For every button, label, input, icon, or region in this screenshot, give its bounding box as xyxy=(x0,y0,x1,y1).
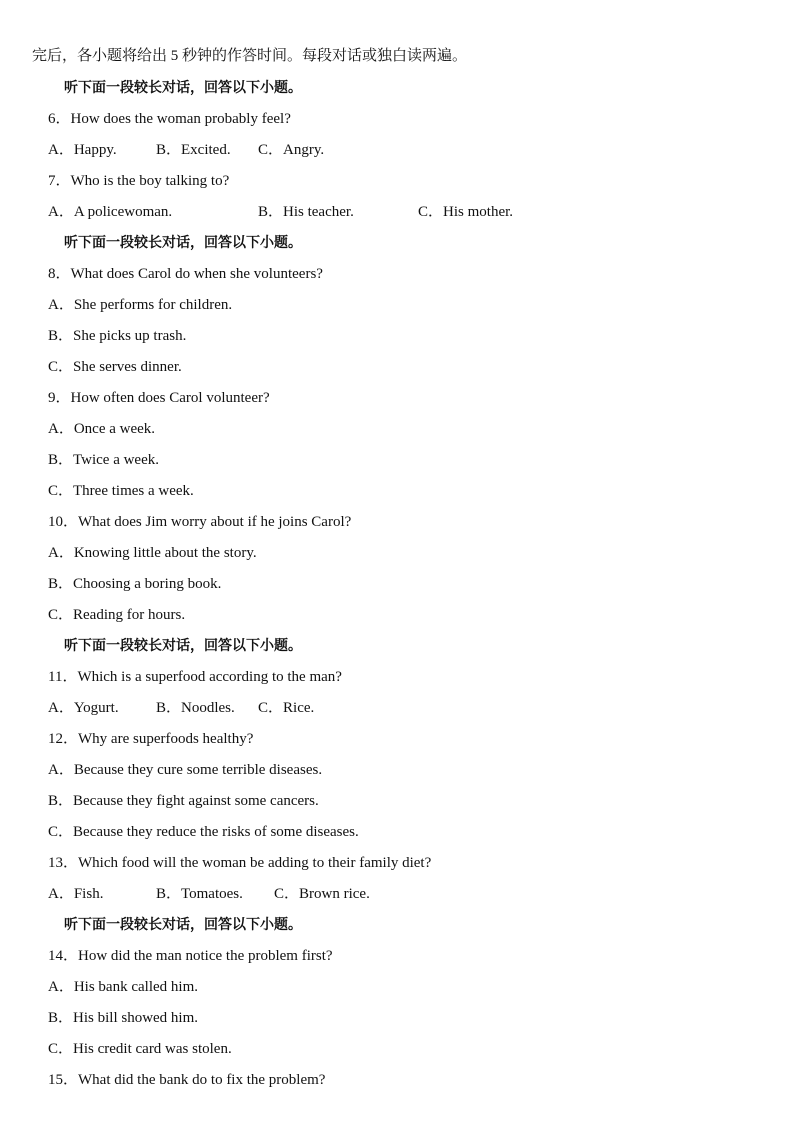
question-text: How does the woman probably feel? xyxy=(70,111,291,127)
question-number: 7． xyxy=(48,173,71,189)
question-13 xyxy=(48,853,431,873)
option-a: A．A policewoman. xyxy=(48,204,173,220)
question-7-options xyxy=(48,202,513,222)
question-number: 6． xyxy=(48,111,71,127)
question-number: 9． xyxy=(48,390,71,406)
question-text: Which is a superfood according to the man? xyxy=(77,669,342,685)
question-number: 13． xyxy=(48,855,79,871)
question-8 xyxy=(48,264,323,284)
question-text: What did the bank do to fix the problem? xyxy=(78,1072,326,1088)
section-heading: 听下面一段较长对话，回答以下小题。 xyxy=(64,80,302,96)
question-text: Which food will the woman be adding to their family diet? xyxy=(78,855,432,871)
option-c: C．Reading for hours. xyxy=(48,607,186,623)
question-11 xyxy=(48,667,342,687)
option-c: C．Because they reduce the risks of some diseases. xyxy=(48,824,359,840)
option-c: C．His mother. xyxy=(418,204,514,220)
instructions-text: 完后，各小题将给出 5 秒钟的作答时间。每段对话或独白读两遍。 xyxy=(32,48,468,64)
question-6-options xyxy=(48,140,324,160)
option-a: A．Because they cure some terrible diseases. xyxy=(48,762,323,778)
option-a: A．Once a week. xyxy=(48,421,156,437)
question-number: 15． xyxy=(48,1072,79,1088)
question-text: Why are superfoods healthy? xyxy=(78,731,254,747)
question-9 xyxy=(48,388,270,408)
question-10 xyxy=(48,512,351,532)
option-a: A．Yogurt. xyxy=(48,700,119,716)
question-number: 10． xyxy=(48,514,79,530)
question-text: How often does Carol volunteer? xyxy=(70,390,270,406)
section-heading: 听下面一段较长对话，回答以下小题。 xyxy=(64,917,302,933)
option-b: B．Because they fight against some cancers. xyxy=(48,793,319,809)
section-heading: 听下面一段较长对话，回答以下小题。 xyxy=(64,235,302,251)
option-a: A．She performs for children. xyxy=(48,297,233,313)
question-14 xyxy=(48,946,333,966)
question-text: Who is the boy talking to? xyxy=(70,173,230,189)
option-a: A．His bank called him. xyxy=(48,979,198,995)
option-b: B．Choosing a boring book. xyxy=(48,576,222,592)
question-number: 12． xyxy=(48,731,79,747)
option-a: A．Knowing little about the story. xyxy=(48,545,257,561)
question-11-options xyxy=(48,698,314,718)
option-c: C．Angry. xyxy=(258,142,325,158)
option-b: B．She picks up trash. xyxy=(48,328,187,344)
option-c: C．Rice. xyxy=(258,700,315,716)
option-b: B．His bill showed him. xyxy=(48,1010,199,1026)
question-text: How did the man notice the problem first? xyxy=(78,948,333,964)
option-a: A．Happy. xyxy=(48,142,117,158)
question-number: 11． xyxy=(48,669,78,685)
question-6 xyxy=(48,109,291,129)
question-13-options xyxy=(48,884,370,904)
question-text: What does Carol do when she volunteers? xyxy=(70,266,323,282)
option-a: A．Fish. xyxy=(48,886,104,902)
question-12 xyxy=(48,729,253,749)
option-b: B．Excited. xyxy=(156,142,231,158)
question-7 xyxy=(48,171,229,191)
option-b: B．His teacher. xyxy=(258,204,354,220)
question-number: 8． xyxy=(48,266,71,282)
section-heading: 听下面一段较长对话，回答以下小题。 xyxy=(64,638,302,654)
option-c: C．Three times a week. xyxy=(48,483,194,499)
option-c: C．Brown rice. xyxy=(274,886,370,902)
question-text: What does Jim worry about if he joins Carol? xyxy=(78,514,352,530)
question-15 xyxy=(48,1070,325,1090)
option-b: B．Twice a week. xyxy=(48,452,160,468)
option-c: C．She serves dinner. xyxy=(48,359,182,375)
option-b: B．Noodles. xyxy=(156,700,235,716)
question-number: 14． xyxy=(48,948,79,964)
option-b: B．Tomatoes. xyxy=(156,886,243,902)
option-c: C．His credit card was stolen. xyxy=(48,1041,232,1057)
